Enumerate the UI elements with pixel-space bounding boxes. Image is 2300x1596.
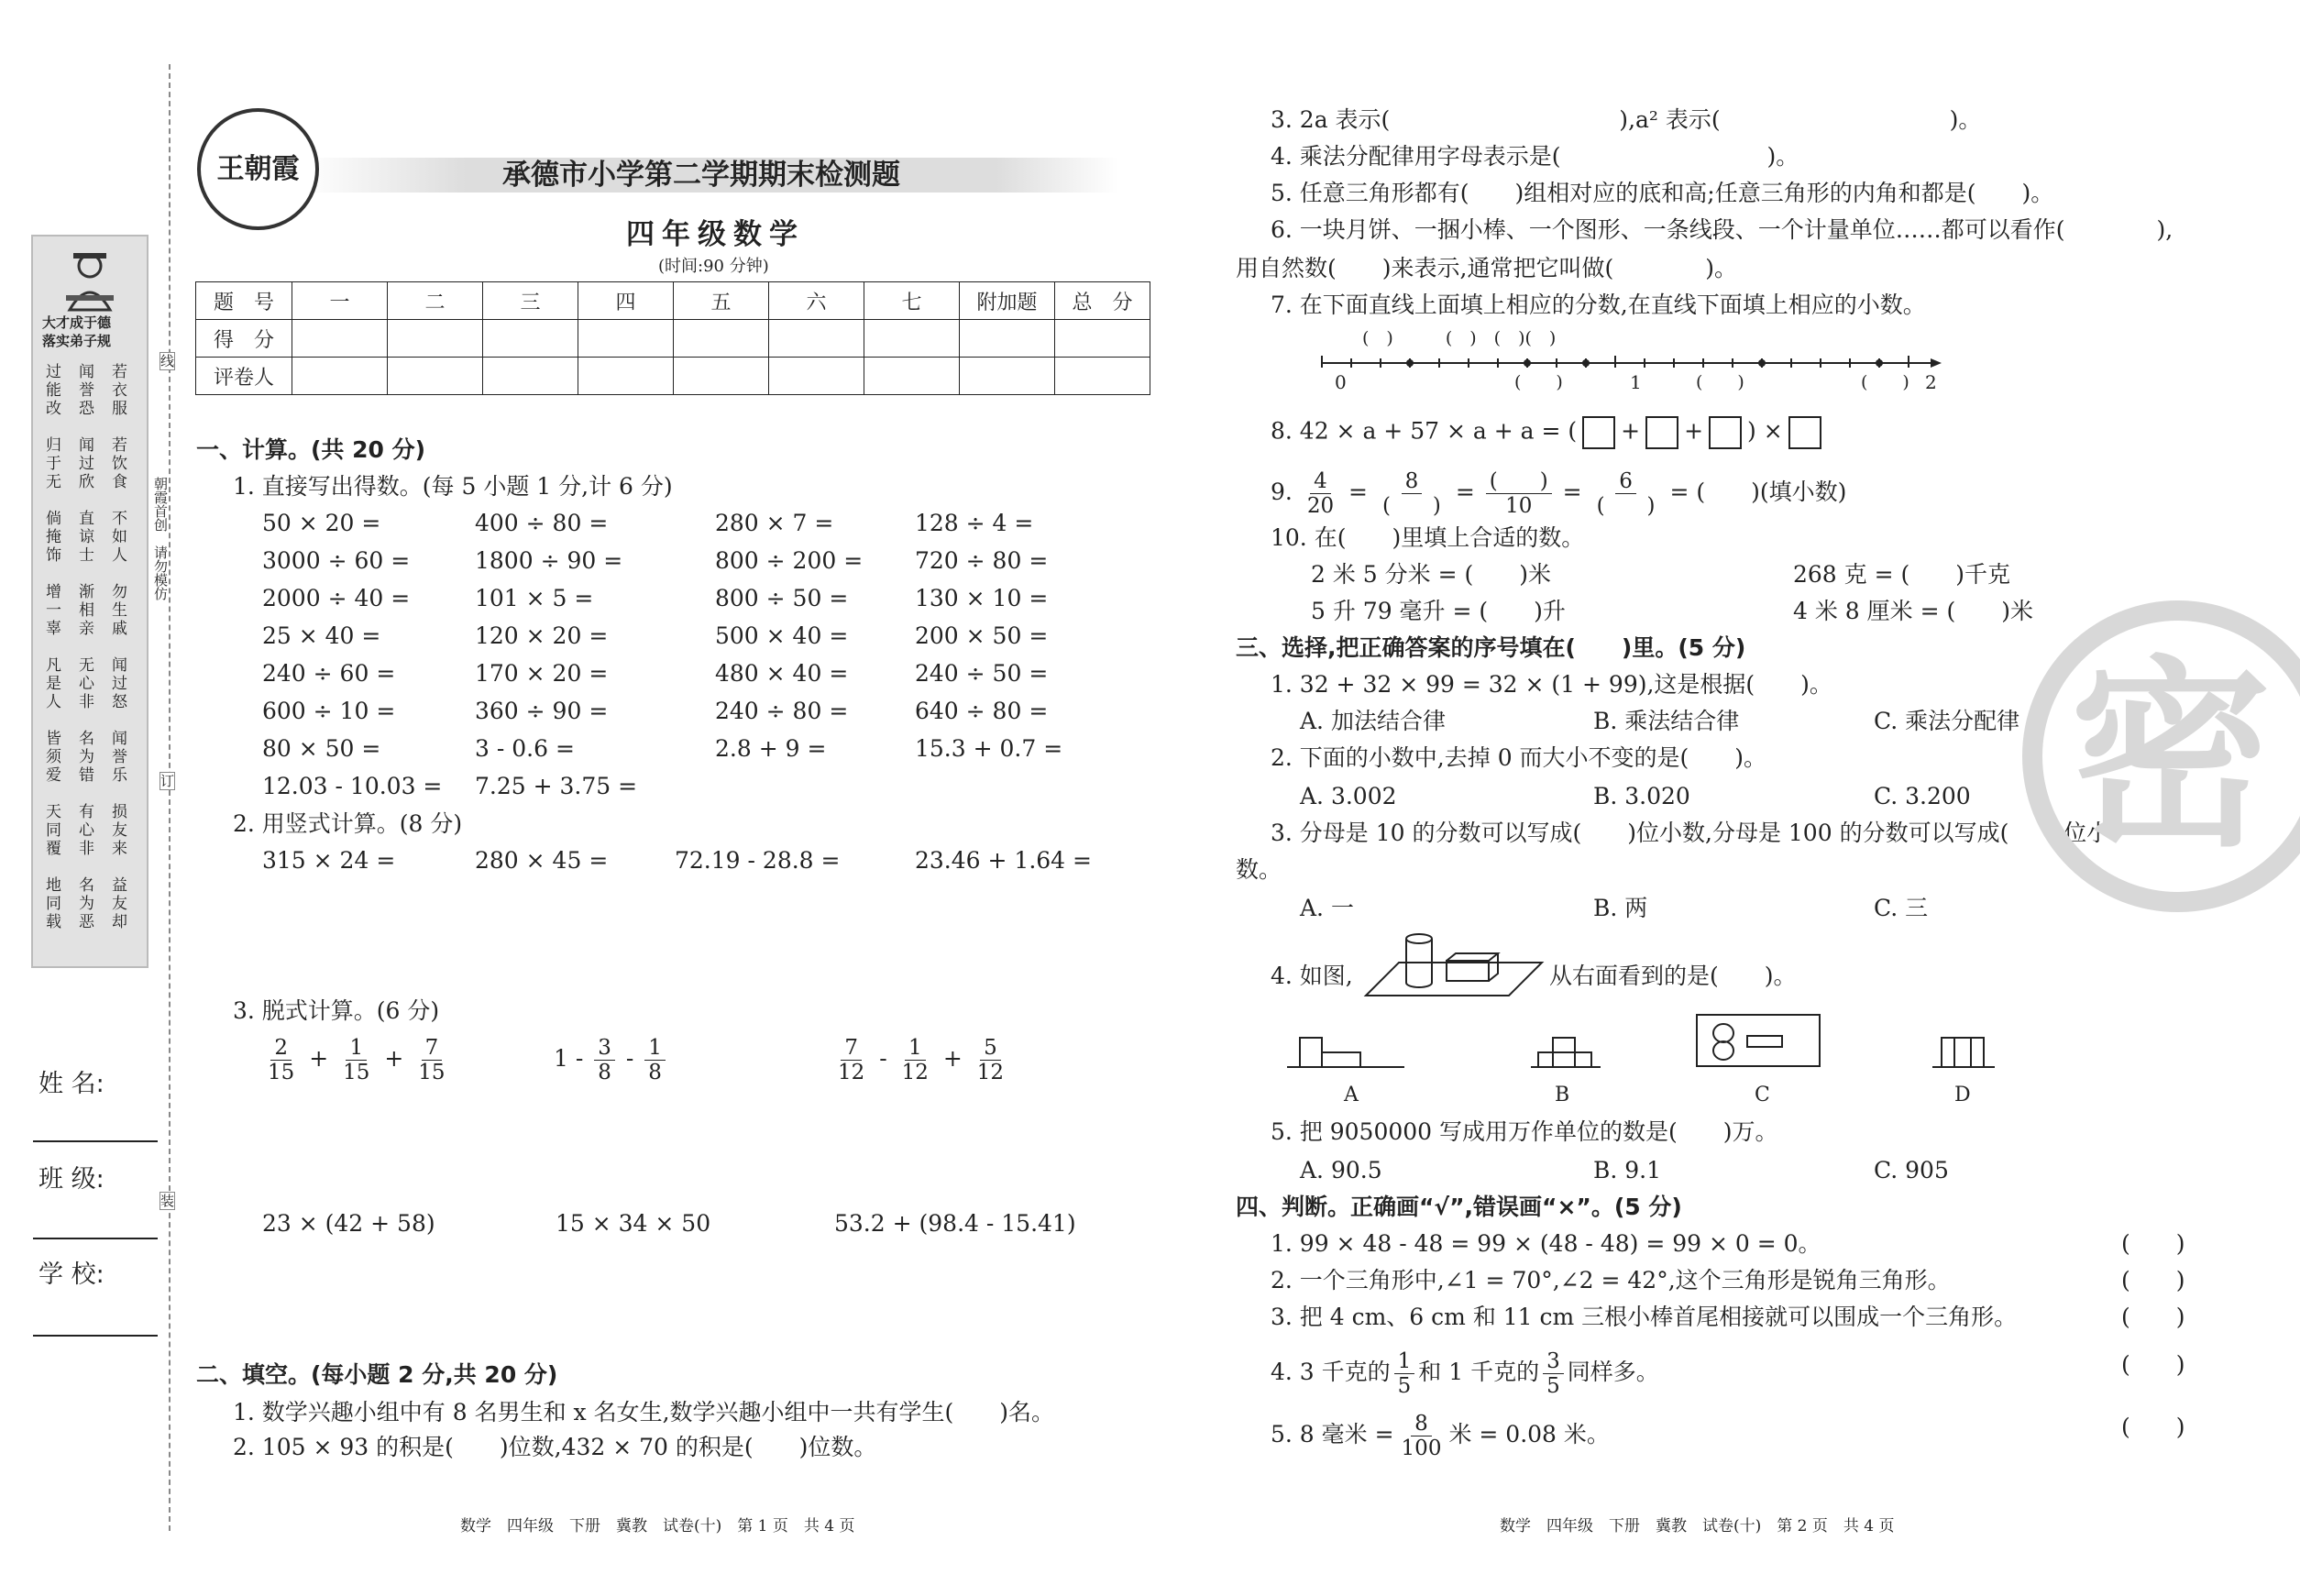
grader-row: 评卷人 bbox=[196, 358, 1150, 395]
oral-item: 360 ÷ 90 = bbox=[475, 698, 609, 724]
oral-item: 170 × 20 = bbox=[475, 660, 609, 687]
oral-item: 800 ÷ 50 = bbox=[715, 585, 849, 611]
s2-q8: 8. 42 × a + 57 × a + a = ( + + ) × bbox=[1271, 416, 1827, 449]
verse-column: 天同覆 bbox=[46, 803, 61, 858]
solids-figure bbox=[1362, 931, 1546, 997]
verse-column: 增一辜 bbox=[46, 583, 61, 638]
verse-column: 倘掩饰 bbox=[46, 510, 61, 565]
verse-column: 益友却 bbox=[112, 876, 127, 931]
nl-paren-1: ( ) bbox=[1514, 372, 1563, 392]
score-row: 得 分 bbox=[196, 320, 1150, 358]
verse-column: 有心非 bbox=[79, 803, 94, 858]
binding-word-ding: 订 bbox=[160, 773, 175, 789]
judge-4: 4. 3 千克的 $\frac{1}{5}$ 和 1 千克的 $\frac{3}{5}$ 同样多。 bbox=[1271, 1349, 1659, 1398]
oral-item: 500 × 40 = bbox=[715, 622, 849, 649]
verse-column: 皆须爱 bbox=[46, 730, 61, 785]
oral-item: 240 ÷ 80 = bbox=[715, 698, 849, 724]
s3-q5-a[interactable]: A. 90.5 bbox=[1300, 1157, 1382, 1183]
q10-item-4: 4 米 8 厘米 = ( )米 bbox=[1793, 598, 2034, 624]
s3-q2-c[interactable]: C. 3.200 bbox=[1874, 783, 1971, 809]
s2-q2: 2. 105 × 93 的积是( )位数,432 × 70 的积是( )位数。 bbox=[233, 1434, 877, 1460]
s3-q2: 2. 下面的小数中,去掉 0 而大小不变的是( )。 bbox=[1271, 744, 1767, 771]
s2-q7: 7. 在下面直线上面填上相应的分数,在直线下面填上相应的小数。 bbox=[1271, 292, 1926, 318]
verse-column: 归于无 bbox=[46, 436, 61, 491]
view-option-a[interactable] bbox=[1287, 1032, 1406, 1069]
s3-q3-c[interactable]: C. 三 bbox=[1874, 895, 1929, 921]
number-line-point bbox=[1524, 359, 1531, 367]
verse-column: 勿生戚 bbox=[112, 583, 127, 638]
number-line-point bbox=[1758, 359, 1766, 367]
verse-column: 名为错 bbox=[79, 730, 94, 785]
view-label-c: C bbox=[1755, 1084, 1770, 1106]
verse-column: 名为恶 bbox=[79, 876, 94, 931]
view-label-d: D bbox=[1954, 1084, 1971, 1106]
class-field[interactable] bbox=[33, 1238, 158, 1239]
number-line-point bbox=[1582, 359, 1590, 367]
oral-item: 7.25 + 3.75 = bbox=[475, 773, 638, 799]
oral-item: 2.8 + 9 = bbox=[715, 735, 827, 762]
s1-q2: 2. 用竖式计算。(8 分) bbox=[233, 810, 463, 837]
verse-column: 闻过怒 bbox=[112, 656, 127, 711]
view-option-b[interactable] bbox=[1531, 1032, 1604, 1069]
s2-q10: 10. 在( )里填上合适的数。 bbox=[1271, 524, 1585, 551]
s3-q4a: 4. 如图, bbox=[1271, 963, 1353, 989]
number-line: ( ) ( ) ( )( ) 0 1 ( ) ( ) ( ) 2 bbox=[1316, 330, 1976, 403]
vertical-3: 72.19 - 28.8 = bbox=[675, 847, 841, 874]
judge-answer-4[interactable]: ( ) bbox=[2121, 1351, 2185, 1378]
nl-paren-3: ( ) bbox=[1861, 372, 1909, 392]
subject-title: 四年级数学 bbox=[626, 218, 805, 251]
school-label: 学 校: bbox=[39, 1260, 105, 1289]
class-label: 班 级: bbox=[39, 1165, 105, 1194]
oral-item: 240 ÷ 50 = bbox=[915, 660, 1049, 687]
s2-q6b: 用自然数( )来表示,通常把它叫做( )。 bbox=[1236, 255, 1737, 281]
name-field[interactable] bbox=[33, 1140, 158, 1142]
oral-item: 50 × 20 = bbox=[262, 510, 381, 536]
oral-item: 640 ÷ 80 = bbox=[915, 698, 1049, 724]
judge-answer-1[interactable]: ( ) bbox=[2121, 1230, 2185, 1257]
judge-5: 5. 8 毫米 = $\frac{8}{100}$ 米 = 0.08 米。 bbox=[1271, 1412, 1610, 1460]
q10-item-1: 2 米 5 分米 = ( )米 bbox=[1311, 561, 1552, 588]
binding-word-xian: 线 bbox=[160, 353, 175, 369]
s3-q1-b[interactable]: B. 乘法结合律 bbox=[1593, 708, 1740, 734]
oral-item: 2000 ÷ 40 = bbox=[262, 585, 411, 611]
judge-2: 2. 一个三角形中,∠1 = 70°,∠2 = 42°,这个三角形是锐角三角形。 bbox=[1271, 1267, 1951, 1293]
section2-title: 二、填空。(每小题 2 分,共 20 分) bbox=[196, 1361, 558, 1388]
answer-box[interactable] bbox=[1709, 416, 1742, 449]
sidebar-slogan-1: 大才成于德 bbox=[42, 314, 112, 331]
oral-item: 3000 ÷ 60 = bbox=[262, 547, 411, 574]
oral-item: 240 ÷ 60 = bbox=[262, 660, 396, 687]
s2-q5: 5. 任意三角形都有( )组相对应的底和高;任意三角形的内角和都是( )。 bbox=[1271, 180, 2054, 206]
view-label-a: A bbox=[1344, 1084, 1359, 1106]
s3-q3a: 3. 分母是 10 的分数可以写成( )位小数,分母是 100 的分数可以写成( )位小 bbox=[1271, 820, 2110, 846]
s2-q3: 3. 2a 表示( ),a² 表示( )。 bbox=[1271, 106, 1982, 133]
s1-q1: 1. 直接写出得数。(每 5 小题 1 分,计 6 分) bbox=[233, 473, 673, 500]
section3-title: 三、选择,把正确答案的序号填在( )里。(5 分) bbox=[1236, 634, 1746, 661]
number-line-point bbox=[1876, 359, 1883, 367]
oral-item: 128 ÷ 4 = bbox=[915, 510, 1034, 536]
oral-item: 12.03 - 10.03 = bbox=[262, 773, 443, 799]
s3-q1: 1. 32 + 32 × 99 = 32 × (1 + 99),这是根据( )。 bbox=[1271, 671, 1832, 698]
oral-item: 600 ÷ 10 = bbox=[262, 698, 396, 724]
s2-q4: 4. 乘法分配律用字母表示是( )。 bbox=[1271, 143, 1799, 170]
verse-column: 渐相亲 bbox=[79, 583, 94, 638]
name-label: 姓 名: bbox=[39, 1070, 105, 1098]
secret-seal: 密 bbox=[2022, 600, 2300, 912]
judge-answer-3[interactable]: ( ) bbox=[2121, 1304, 2185, 1330]
time-note: (时间:90 分钟) bbox=[658, 257, 769, 276]
verse-column: 地同载 bbox=[46, 876, 61, 931]
oral-item: 25 × 40 = bbox=[262, 622, 381, 649]
s3-q2-b[interactable]: B. 3.020 bbox=[1593, 783, 1690, 809]
verse-column: 损友来 bbox=[112, 803, 127, 858]
frac-expr-2: 1 - $\frac{3}{8}$ - $\frac{1}{8}$ bbox=[554, 1036, 669, 1084]
judge-3: 3. 把 4 cm、6 cm 和 11 cm 三根小棒首尾相接就可以围成一个三角形。 bbox=[1271, 1304, 2018, 1330]
oral-item: 800 ÷ 200 = bbox=[715, 547, 864, 574]
section4-title: 四、判断。正确画“√”,错误画“×”。(5 分) bbox=[1236, 1194, 1682, 1220]
answer-box[interactable] bbox=[1645, 416, 1678, 449]
view-option-c[interactable] bbox=[1696, 1014, 1821, 1067]
oral-item: 200 × 50 = bbox=[915, 622, 1049, 649]
judge-answer-2[interactable]: ( ) bbox=[2121, 1267, 2185, 1293]
s3-q3-a[interactable]: A. 一 bbox=[1300, 895, 1354, 921]
footer-right: 数学 四年级 下册 冀教 试卷(十) 第 2 页 共 4 页 bbox=[1500, 1517, 1895, 1535]
frac-expr-1: $\frac{2}{15}$ + $\frac{1}{15}$ + $\frac{7}{15}$ bbox=[268, 1036, 446, 1084]
binding-dashed-line bbox=[169, 64, 171, 1531]
vertical-1: 315 × 24 = bbox=[262, 847, 396, 874]
s3-q1-c[interactable]: C. 乘法分配律 bbox=[1874, 708, 2020, 734]
oral-item: 3 - 0.6 = bbox=[475, 735, 575, 762]
answer-box[interactable] bbox=[1582, 416, 1615, 449]
s3-q5-b[interactable]: B. 9.1 bbox=[1593, 1157, 1662, 1183]
expr-3: 53.2 + (98.4 - 15.41) bbox=[834, 1210, 1076, 1237]
expr-2: 15 × 34 × 50 bbox=[556, 1210, 711, 1237]
oral-item: 400 ÷ 80 = bbox=[475, 510, 609, 536]
s3-q2-a[interactable]: A. 3.002 bbox=[1300, 783, 1397, 809]
school-field[interactable] bbox=[33, 1335, 158, 1337]
expr-1: 23 × (42 + 58) bbox=[262, 1210, 435, 1237]
verse-column: 直谅士 bbox=[79, 510, 94, 565]
number-line-point bbox=[1406, 359, 1414, 367]
view-label-b: B bbox=[1555, 1084, 1570, 1106]
s3-q5-c[interactable]: C. 905 bbox=[1874, 1157, 1949, 1183]
score-header-row: 题 号 一 二 三 四 五 六 七 附加题 总 分 bbox=[196, 282, 1150, 320]
verse-column: 闻过欣 bbox=[79, 436, 94, 491]
q10-item-2: 268 克 = ( )千克 bbox=[1793, 561, 2011, 588]
s3-q4b: 从右面看到的是( )。 bbox=[1549, 963, 1797, 989]
vertical-2: 280 × 45 = bbox=[475, 847, 609, 874]
verse-column: 若饮食 bbox=[112, 436, 127, 491]
binding-note: 朝霞首创 请勿模仿 bbox=[152, 477, 169, 600]
binding-word-zhuang: 装 bbox=[160, 1193, 175, 1209]
s3-q3-b[interactable]: B. 两 bbox=[1593, 895, 1648, 921]
sidebar-panel bbox=[31, 235, 149, 968]
score-table bbox=[195, 281, 1150, 395]
oral-item: 15.3 + 0.7 = bbox=[915, 735, 1063, 762]
verse-column: 闻誉恐 bbox=[79, 363, 94, 418]
view-option-d[interactable] bbox=[1932, 1032, 1997, 1069]
s2-q1: 1. 数学兴趣小组中有 8 名男生和 x 名女生,数学兴趣小组中一共有学生( )名。 bbox=[233, 1399, 1055, 1425]
frac-expr-3: $\frac{7}{12}$ - $\frac{1}{12}$ + $\frac{5}{12}$ bbox=[838, 1036, 1005, 1084]
verse-column: 过能改 bbox=[46, 363, 61, 418]
judge-1: 1. 99 × 48 - 48 = 99 × (48 - 48) = 99 × 0 = 0。 bbox=[1271, 1230, 1821, 1257]
verse-column: 若衣服 bbox=[112, 363, 127, 418]
nl-paren-2: ( ) bbox=[1696, 372, 1744, 392]
footer-left: 数学 四年级 下册 冀教 试卷(十) 第 1 页 共 4 页 bbox=[460, 1517, 855, 1535]
s2-q9: 9. $\frac{4}{20}$ = $\frac{8}{( )}$ = $\frac{( )}{10}$ = $\frac{6}{( )}$ = ( )(填小数) bbox=[1271, 469, 1847, 518]
verse-column: 不如人 bbox=[112, 510, 127, 565]
oral-item: 130 × 10 = bbox=[915, 585, 1049, 611]
s3-q1-a[interactable]: A. 加法结合律 bbox=[1300, 708, 1446, 734]
verse-column: 闻誉乐 bbox=[112, 730, 127, 785]
oral-item: 480 × 40 = bbox=[715, 660, 849, 687]
s2-q6a: 6. 一块月饼、一捆小棒、一个图形、一条线段、一个计量单位……都可以看作( ), bbox=[1271, 216, 2173, 243]
s3-q3b: 数。 bbox=[1236, 856, 1282, 883]
s1-q3: 3. 脱式计算。(6 分) bbox=[233, 997, 440, 1024]
sidebar-slogan-2: 落实弟子规 bbox=[42, 333, 112, 349]
s3-q5: 5. 把 9050000 写成用万作单位的数是( )万。 bbox=[1271, 1118, 1778, 1145]
q10-item-3: 5 升 79 毫升 = ( )升 bbox=[1311, 598, 1566, 624]
answer-box[interactable] bbox=[1788, 416, 1821, 449]
oral-item: 720 ÷ 80 = bbox=[915, 547, 1049, 574]
oral-item: 280 × 7 = bbox=[715, 510, 834, 536]
oral-item: 101 × 5 = bbox=[475, 585, 594, 611]
section1-title: 一、计算。(共 20 分) bbox=[196, 436, 426, 463]
verse-column: 无心非 bbox=[79, 656, 94, 711]
oral-item: 80 × 50 = bbox=[262, 735, 381, 762]
oral-item: 1800 ÷ 90 = bbox=[475, 547, 623, 574]
judge-answer-5[interactable]: ( ) bbox=[2121, 1414, 2185, 1440]
scholar-icon bbox=[61, 248, 119, 312]
oral-item: 120 × 20 = bbox=[475, 622, 609, 649]
vertical-4: 23.46 + 1.64 = bbox=[915, 847, 1092, 874]
verse-column: 凡是人 bbox=[46, 656, 61, 711]
logo: 王朝霞 bbox=[197, 108, 319, 230]
exam-title: 承德市小学第二学期期末检测题 bbox=[502, 159, 900, 192]
